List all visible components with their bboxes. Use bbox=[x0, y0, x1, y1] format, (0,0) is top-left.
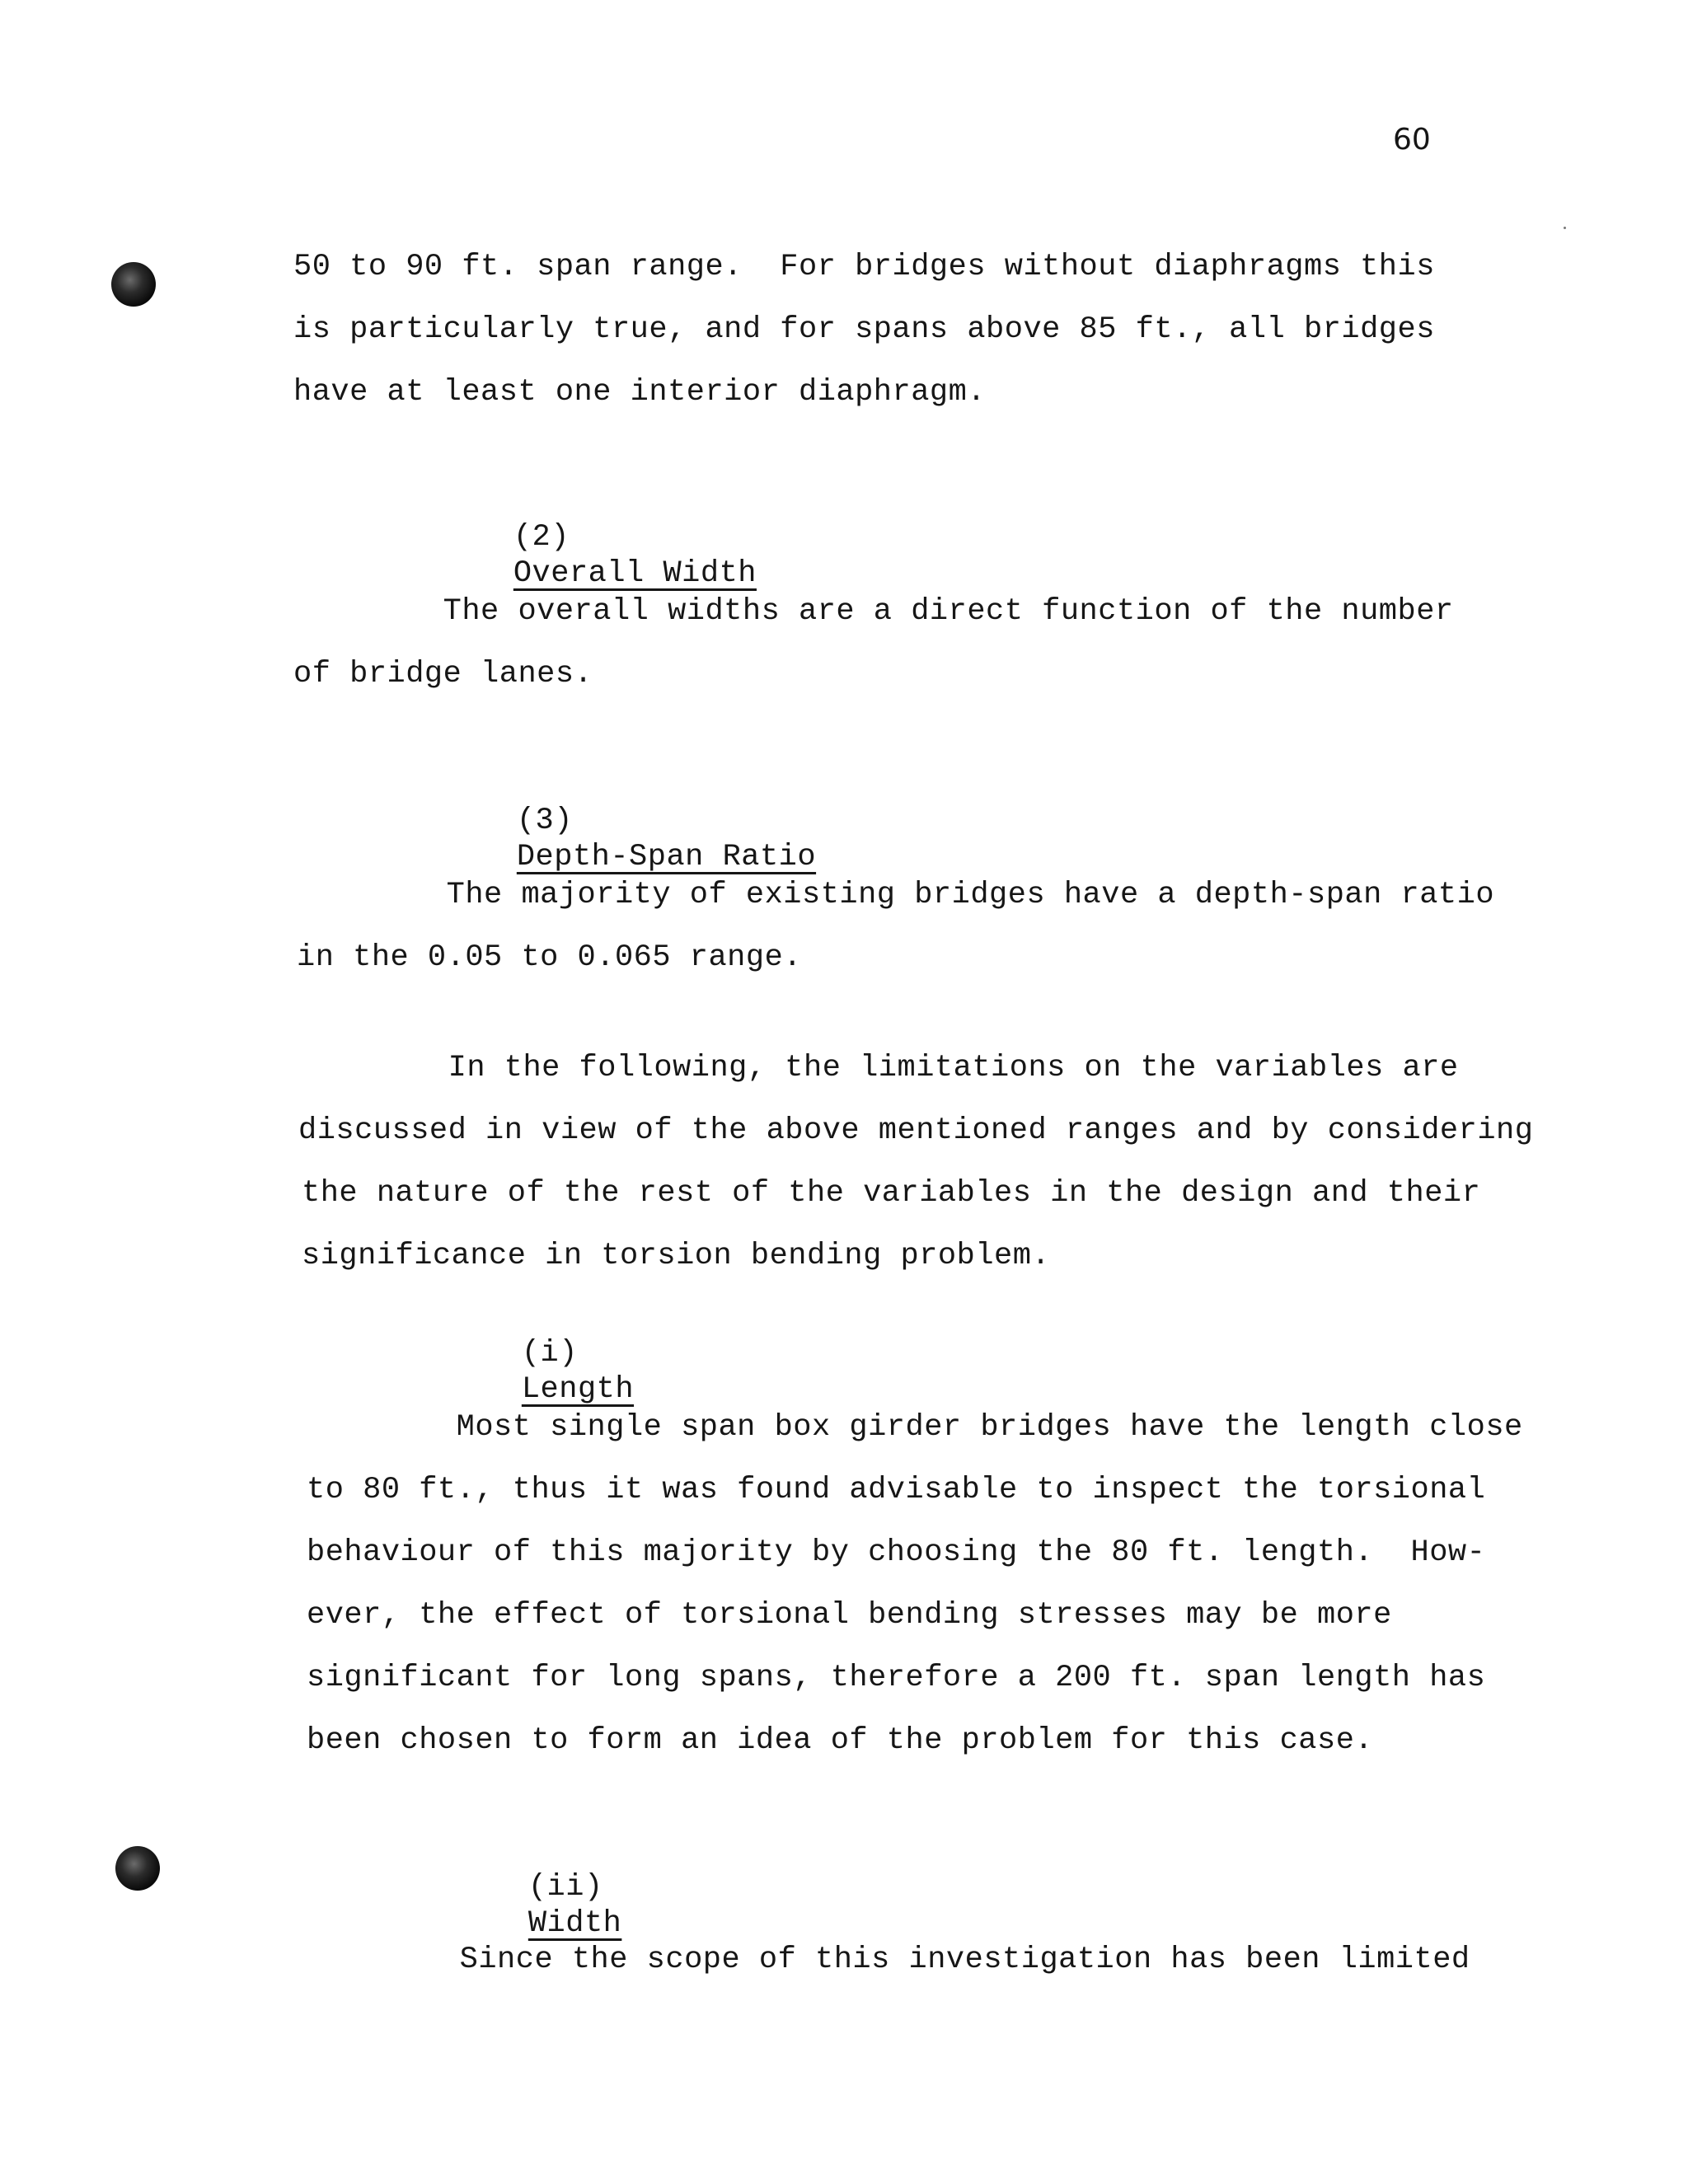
subsection-i-line-4: ever, the effect of torsional bending stresses may be more bbox=[307, 1598, 1392, 1633]
section-2-number: (2) bbox=[513, 520, 570, 555]
subsection-i-line-2: to 80 ft., thus it was found advisable to inspect the torsional bbox=[307, 1473, 1486, 1507]
following-line-4: significance in torsion bending problem. bbox=[302, 1239, 1051, 1273]
subsection-i-line-5: significant for long spans, therefore a 200 ft. span length has bbox=[307, 1661, 1486, 1695]
following-line-3: the nature of the rest of the variables in the design and their bbox=[302, 1176, 1481, 1211]
subsection-i-number: (i) bbox=[521, 1336, 578, 1371]
subsection-ii-line-1: Since the scope of this investigation has been limited bbox=[310, 1943, 1470, 1977]
paragraph-1-line-1: 50 to 90 ft. span range. For bridges without diaphragms this bbox=[293, 250, 1435, 284]
page-number: 60 bbox=[1393, 123, 1431, 157]
binder-hole-top bbox=[111, 262, 156, 307]
subsection-ii-number: (ii) bbox=[528, 1870, 603, 1905]
subsection-i-line-1: Most single span box girder bridges have the length close bbox=[307, 1410, 1523, 1445]
section-3-line-2: in the 0.05 to 0.065 range. bbox=[297, 940, 802, 975]
subsection-ii-title: Width bbox=[528, 1906, 622, 1941]
subsection-i-line-6: been chosen to form an idea of the problem for this case. bbox=[307, 1723, 1374, 1758]
subsection-i-line-3: behaviour of this majority by choosing the 80 ft. length. How- bbox=[307, 1535, 1486, 1570]
paragraph-1-line-3: have at least one interior diaphragm. bbox=[293, 375, 987, 410]
section-3-number: (3) bbox=[516, 804, 573, 838]
paragraph-1-line-2: is particularly true, and for spans above 85 ft., all bridges bbox=[293, 312, 1435, 347]
section-3-title: Depth-Span Ratio bbox=[516, 840, 817, 874]
following-line-2: discussed in view of the above mentioned ranges and by considering bbox=[298, 1113, 1534, 1148]
subsection-i-title: Length bbox=[521, 1372, 635, 1407]
binder-hole-bottom bbox=[115, 1846, 160, 1891]
section-2-line-2: of bridge lanes. bbox=[293, 657, 593, 691]
section-2-line-1: The overall widths are a direct function of the number bbox=[293, 594, 1454, 629]
section-3-line-1: The majority of existing bridges have a depth-span ratio bbox=[297, 878, 1495, 912]
paper-speck bbox=[1564, 227, 1566, 229]
section-2-title: Overall Width bbox=[513, 556, 757, 591]
following-line-1: In the following, the limitations on the variables are bbox=[298, 1051, 1459, 1085]
